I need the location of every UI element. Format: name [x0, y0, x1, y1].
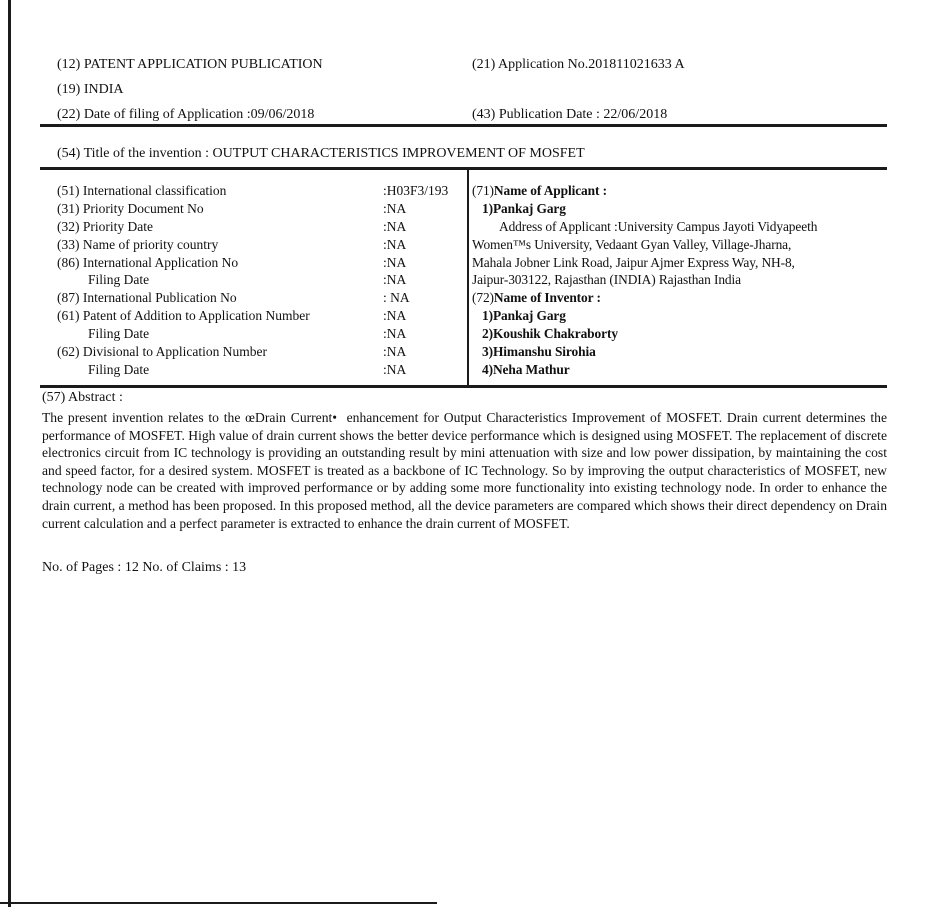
- table-row: [40, 254, 467, 272]
- row-label: (33) Name of priority country: [57, 236, 219, 252]
- row-label: Filing Date: [88, 326, 150, 342]
- row-value: :NA: [383, 254, 407, 270]
- table-row: [40, 236, 467, 254]
- table-row: [40, 200, 467, 218]
- row-label: (32) Priority Date: [57, 218, 153, 234]
- applicant-address-line: Women™s University, Vedaant Gyan Valley, Village-Jharna,: [472, 236, 792, 252]
- row-value: :NA: [383, 218, 407, 234]
- doc-type-line: (12) PATENT APPLICATION PUBLICATION: [57, 57, 323, 72]
- applicant-heading: [469, 182, 887, 200]
- header-row-2: [40, 82, 887, 100]
- application-no-line: (21) Application No.201811021633 A: [472, 57, 685, 72]
- row-label: (51) International classification: [57, 183, 227, 198]
- applicant-address-line: Mahala Jobner Link Road, Jaipur Ajmer Express Way, NH-8,: [472, 254, 795, 270]
- row-label: (61) Patent of Addition to Application Number: [57, 308, 310, 324]
- row-label: (87) International Publication No: [57, 290, 237, 306]
- bibliographic-table: [40, 170, 887, 385]
- row-value: :NA: [383, 308, 407, 324]
- applicant-code: (71): [472, 183, 494, 198]
- applicant-address-line: Jaipur-303122, Rajasthan (INDIA) Rajasthan India: [472, 272, 741, 288]
- pages-claims-line: No. of Pages : 12 No. of Claims : 13: [42, 560, 247, 575]
- header-row-1: [40, 57, 887, 75]
- page-left-edge-bar: [8, 0, 11, 907]
- table-row: [40, 361, 467, 379]
- applicant-label: Name of Applicant :: [493, 183, 607, 198]
- applicant-name: 1)Pankaj Garg: [482, 200, 566, 216]
- row-value: :NA: [383, 326, 407, 342]
- row-label: (86) International Application No: [57, 254, 239, 270]
- inventor-label: Name of Inventor :: [493, 290, 601, 306]
- table-row: [40, 307, 467, 325]
- row-value: :NA: [383, 344, 407, 360]
- applicant-address-line: Address of Applicant :University Campus Jayoti Vidyapeeth: [499, 218, 818, 234]
- country-line: (19) INDIA: [57, 82, 124, 97]
- divider-rule-abstract: [40, 385, 887, 388]
- page-bottom-edge-line: [0, 902, 437, 904]
- table-row: [40, 325, 467, 343]
- table-row: [40, 271, 467, 289]
- classification-column: [40, 170, 467, 385]
- table-row: [40, 289, 467, 307]
- row-label: Filing Date: [88, 361, 150, 377]
- row-value: :H03F3/193: [383, 183, 449, 198]
- inventor-name: 4)Neha Mathur: [482, 361, 570, 377]
- row-value: :NA: [383, 236, 407, 252]
- table-row: [40, 182, 467, 200]
- row-value: :NA: [383, 200, 407, 216]
- table-row: [40, 343, 467, 361]
- publication-date-line: (43) Publication Date : 22/06/2018: [472, 107, 668, 122]
- row-label: Filing Date: [88, 272, 150, 288]
- abstract-body: The present invention relates to the œDrain Current• enhancement for Output Characteristics Improvement of MOSFET. Drain current determines the performance of MOSFET. High value of drain current shows the better device performance which is designed using MOSFET. The replacement of discrete electronics circuit from IC technology is providing an outstanding result by mini attenuation with size and low power dissipation, by maintaining the cost and speed factor, for a desired system. MOSFET is treated as a backbone of IC Technology. So by improving the output characteristics of MOSFET, new technology node can be created with improved performance or by adding some more functionality into existing technology node. In order to enhance the drain current, a method has been proposed. In this proposed method, all the device parameters are compared which shows their direct dependency on Drain current calculation and a perfect parameter is extracted to enhance the drain current of MOSFET.: [42, 410, 887, 531]
- inventor-name: 1)Pankaj Garg: [482, 308, 566, 324]
- filing-date-line: (22) Date of filing of Application :09/06/2018: [57, 107, 315, 122]
- table-row: [40, 218, 467, 236]
- row-value: :NA: [383, 272, 407, 288]
- row-label: (62) Divisional to Application Number: [57, 344, 267, 360]
- row-value: : NA: [383, 290, 410, 306]
- row-label: (31) Priority Document No: [57, 200, 204, 216]
- inventor-name: 3)Himanshu Sirohia: [482, 344, 596, 360]
- divider-rule-top: [40, 124, 887, 127]
- row-value: :NA: [383, 361, 407, 377]
- inventor-code: (72): [472, 290, 494, 306]
- invention-title-line: (54) Title of the invention : OUTPUT CHARACTERISTICS IMPROVEMENT OF MOSFET: [57, 146, 585, 161]
- header-row-3: [40, 107, 887, 125]
- inventor-heading: [469, 289, 887, 307]
- abstract-heading: (57) Abstract :: [42, 390, 123, 405]
- parties-column: [467, 170, 887, 385]
- inventor-name: 2)Koushik Chakraborty: [482, 326, 618, 342]
